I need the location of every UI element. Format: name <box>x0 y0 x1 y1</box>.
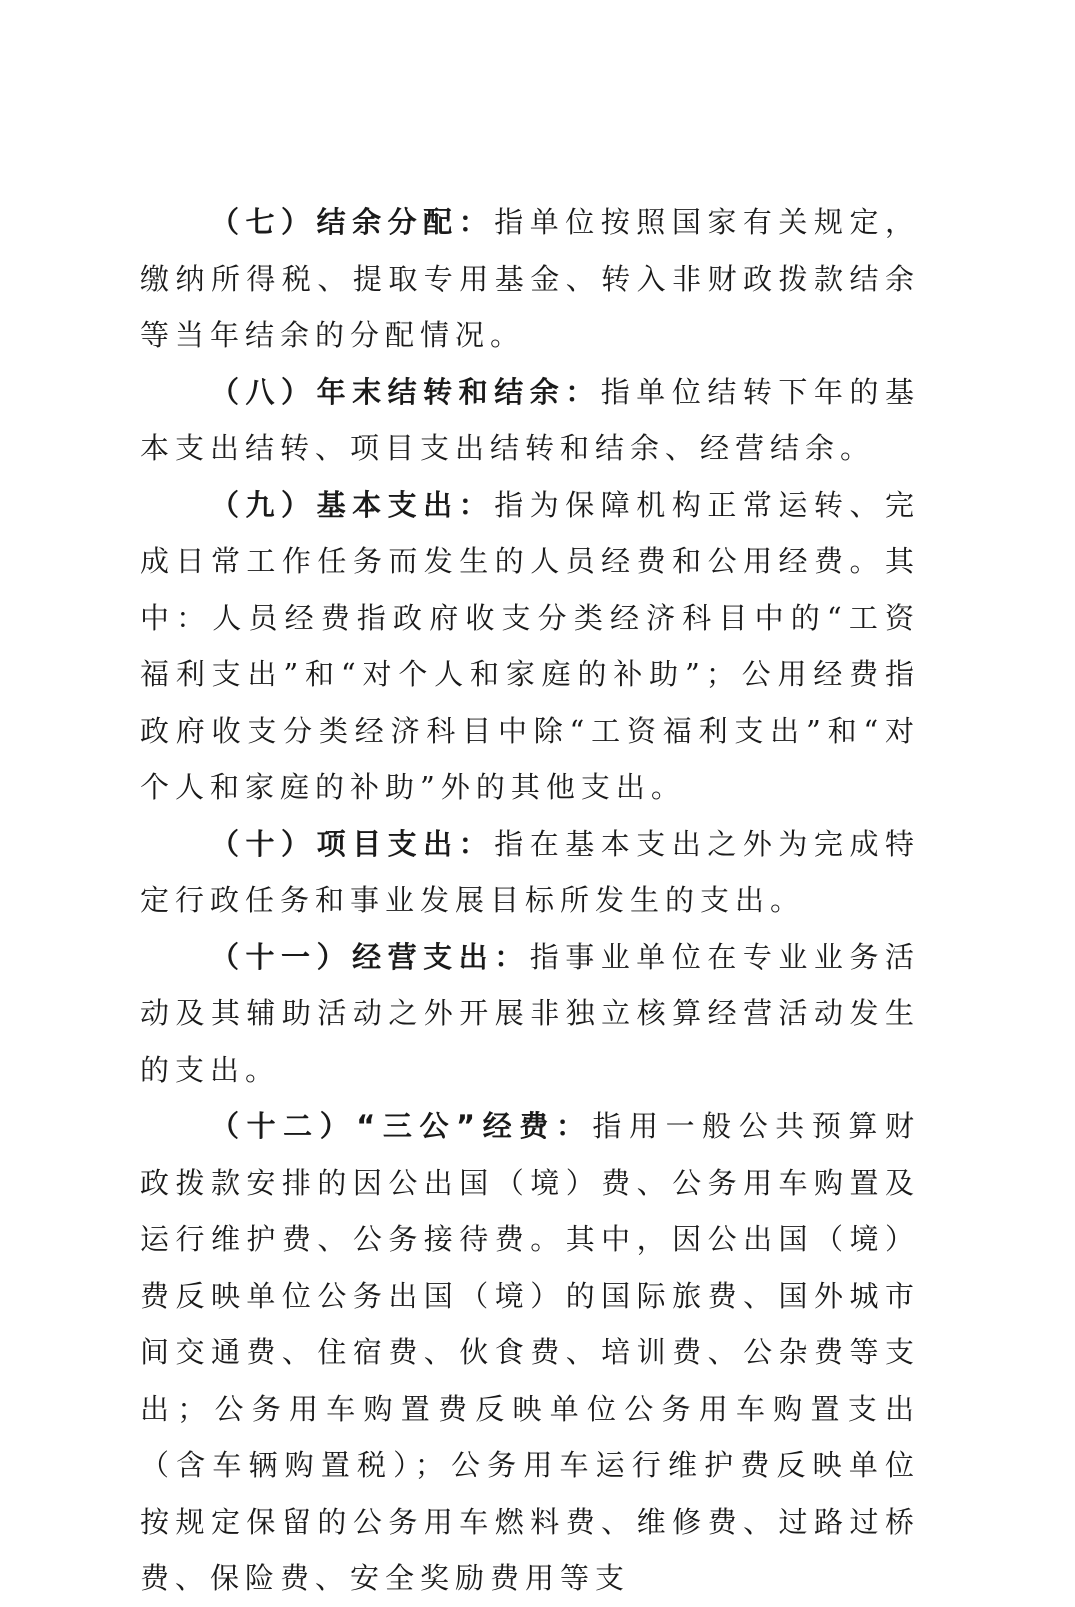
term-definition: 指事业单位在专业业务活动及其辅助活动之外开展非独立核算经营活动发生的支出。 <box>140 939 920 1087</box>
term-definition: 指用一般公共预算财政拨款安排的因公出国（境）费、公务用车购置及运行维护费、公务接待费。其中，因公出国（境）费反映单位公务出国（境）的国际旅费、国外城市间交通费、住宿费、伙食费、培训费、公杂费等支出；公务用车购置费反映单位公务用车购置支出（含车辆购置税）；公务用车运行维护费反映单位按规定保留的公务用车燃料费、维修费、过路过桥费、保险费、安全奖励费用等支 <box>140 1109 920 1595</box>
paragraph-surplus-distribution <box>140 194 920 364</box>
paragraph-three-public-expenses <box>140 1098 920 1607</box>
term-heading: （七）结余分配： <box>210 205 495 239</box>
term-definition: 指为保障机构正常运转、完成日常工作任务而发生的人员经费和公用经费。其中：人员经费指政府收支分类经济科目中的“工资福利支出”和“对个人和家庭的补助”；公用经费指政府收支分类经济科目中除“工资福利支出”和“对个人和家庭的补助”外的其他支出。 <box>140 487 920 804</box>
document-page <box>140 194 920 1607</box>
term-definition: 指单位按照国家有关规定，缴纳所得税、提取专用基金、转入非财政拨款结余等当年结余的分配情况。 <box>140 205 920 352</box>
paragraph-project-expenditure <box>140 816 920 929</box>
term-definition: 指单位结转下年的基本支出结转、项目支出结转和结余、经营结余。 <box>140 374 920 465</box>
term-heading: （九）基本支出： <box>210 487 495 522</box>
term-heading: （十二）“三公”经费： <box>210 1109 593 1143</box>
paragraph-basic-expenditure <box>140 477 920 816</box>
paragraph-year-end-carryover <box>140 364 920 477</box>
term-definition: 指在基本支出之外为完成特定行政任务和事业发展目标所发生的支出。 <box>140 826 920 917</box>
term-heading: （十一）经营支出： <box>210 939 530 974</box>
paragraph-operating-expenditure <box>140 929 920 1099</box>
term-heading: （八）年末结转和结余： <box>210 374 601 409</box>
term-heading: （十）项目支出： <box>210 826 495 861</box>
